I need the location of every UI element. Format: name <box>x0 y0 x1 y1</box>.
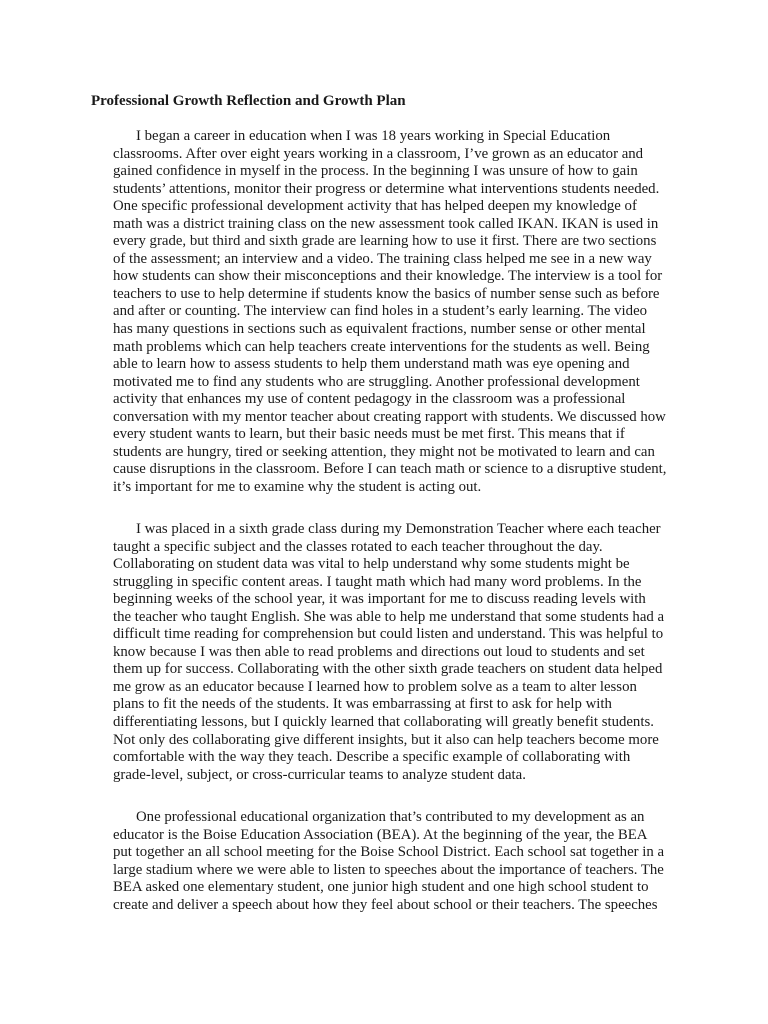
paragraph-line: One specific professional development activity that has helped deepen my knowledge of <box>113 198 637 215</box>
paragraph-line: students are hungry, tired or seeking attention, they might not be motivated to learn and can <box>113 443 655 460</box>
paragraph-line: difficult time reading for comprehension but could listen and understand. This was helpful to <box>113 626 664 643</box>
paragraph-line: them up for success. Collaborating with the other sixth grade teachers on student data helped <box>113 661 663 678</box>
paragraph-line: and after or counting. The interview can find holes in a student’s early learning. The video <box>113 303 648 320</box>
paragraph-line: I was placed in a sixth grade class during my Demonstration Teacher where each teacher <box>136 521 661 537</box>
paragraph-line: me grow as an educator because I learned how to problem solve as a team to alter lesson <box>113 678 637 695</box>
paragraph-line: gained confidence in myself in the process. In the beginning I was unsure of how to gain <box>113 163 638 180</box>
paragraph-line: One professional educational organization that’s contributed to my development as an <box>136 809 645 825</box>
paragraph-line: classrooms. After over eight years working in a classroom, I’ve grown as an educator and <box>113 145 644 162</box>
paragraph-line: able to learn how to assess students to help them understand math was eye opening and <box>113 356 630 373</box>
paragraph-line: students’ attentions, monitor their progress or determine what interventions students needed. <box>113 180 660 197</box>
paragraph-line: create and deliver a speech about how they feel about school or their teachers. The speeches <box>113 896 658 913</box>
paragraph-line: educator is the Boise Education Association (BEA). At the beginning of the year, the BEA <box>113 826 648 843</box>
paragraph-line: I began a career in education when I was 18 years working in Special Education <box>136 128 611 144</box>
paragraph-line: beginning weeks of the school year, it was important for me to discuss reading levels with <box>113 591 646 608</box>
paragraph-line: BEA asked one elementary student, one junior high student and one high school student to <box>113 879 649 896</box>
paragraph-line: it’s important for me to examine why the student is acting out. <box>113 478 482 495</box>
paragraph-line: teachers to use to help determine if students know the basics of number sense such as before <box>113 285 660 302</box>
paragraph-line: how students can show their misconceptions and their knowledge. The interview is a tool for <box>113 268 663 285</box>
paragraph-line: know because I was then able to read problems and directions out loud to students and set <box>113 643 645 660</box>
paragraph-line: conversation with my mentor teacher about creating rapport with students. We discussed how <box>113 408 666 425</box>
paragraph-3 <box>113 809 693 914</box>
paragraph-line: comfortable with the way they teach. Describe a specific example of collaborating with <box>113 749 631 766</box>
paragraph-line: motivated me to find any students who are struggling. Another professional development <box>113 373 640 390</box>
paragraph-line: put together an all school meeting for the Boise School District. Each school sat together in a <box>113 844 665 861</box>
paragraph-line: large stadium where we were able to listen to speeches about the importance of teachers. The <box>113 861 664 878</box>
document-title: Professional Growth Reflection and Growth Plan <box>91 93 406 109</box>
paragraph-line: the teacher who taught English. She was able to help me understand that some students had a <box>113 608 665 625</box>
paragraph-line: math problems which can help teachers create interventions for the students as well. Being <box>113 338 650 355</box>
paragraph-line: Collaborating on student data was vital to help understand why some students might be <box>113 556 630 573</box>
paragraph-1 <box>113 128 693 496</box>
paragraph-line: taught a specific subject and the classes rotated to each teacher throughout the day. <box>113 538 603 555</box>
paragraph-2 <box>113 521 693 784</box>
paragraph-line: has many questions in sections such as equivalent fractions, number sense or other mental <box>113 321 646 338</box>
paragraph-line: activity that enhances my use of content pedagogy in the classroom was a professional <box>113 391 626 408</box>
paragraph-line: struggling in specific content areas. I taught math which had many word problems. In the <box>113 573 642 590</box>
paragraph-line: of the assessment; an interview and a video. The training class helped me see in a new way <box>113 250 652 267</box>
paragraph-line: math was a district training class on the new assessment took called IKAN. IKAN is used in <box>113 215 659 232</box>
paragraph-line: every student wants to learn, but their basic needs must be met first. This means that if <box>113 426 625 443</box>
paragraph-line: cause disruptions in the classroom. Before I can teach math or science to a disruptive student, <box>113 461 667 478</box>
paragraph-line: Not only des collaborating give different insights, but it also can help teachers become more <box>113 731 659 748</box>
paragraph-line: every grade, but third and sixth grade are learning how to use it first. There are two sections <box>113 233 657 250</box>
paragraph-line: plans to fit the needs of the students. It was embarrassing at first to ask for help with <box>113 696 612 713</box>
paragraph-line: grade-level, subject, or cross-curricular teams to analyze student data. <box>113 766 526 783</box>
paragraph-line: differentiating lessons, but I quickly learned that collaborating will greatly benefit students. <box>113 714 654 731</box>
